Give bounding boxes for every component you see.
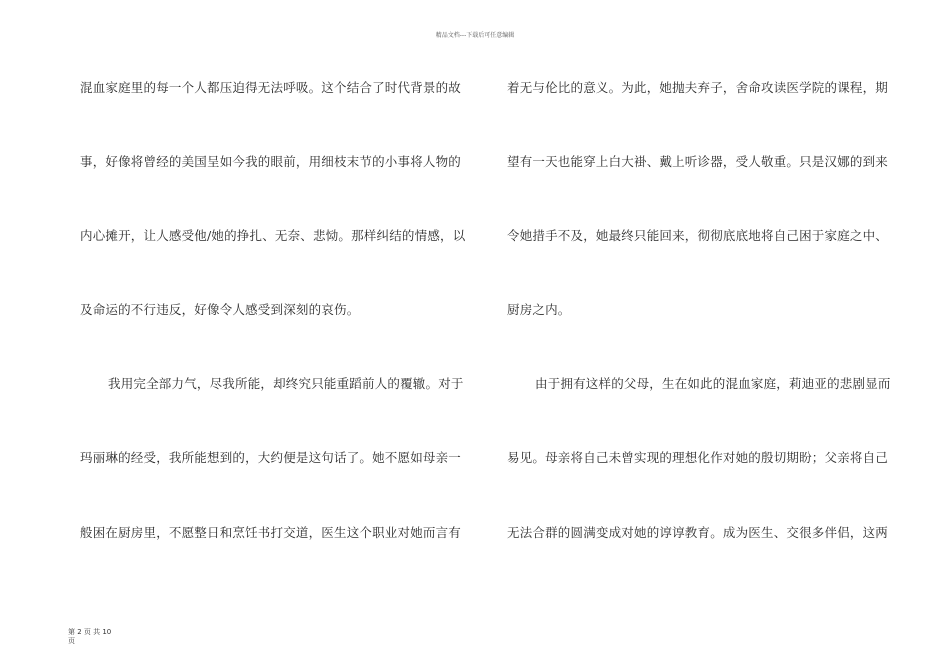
text-line: 混血家庭里的每一个人都压迫得无法呼吸。这个结合了时代背景的故 [80,80,462,95]
text-line: 内心摊开，让人感受他/她的挣扎、无奈、悲恸。那样纠结的情感，以 [80,228,466,243]
text-line: 玛丽琳的经受，我所能想到的，大约便是这句话了。她不愿如母亲一 [80,450,462,465]
page-number [68,628,118,646]
text-line: 及命运的不行违反，好像令人感受到深刻的哀伤。 [80,302,360,317]
text-line: 无法合群的圆满变成对她的谆谆教育。成为医生、交很多伴侣，这两 [507,525,889,540]
text-line: 般困在厨房里，不愿整日和烹饪书打交道，医生这个职业对她而言有 [80,525,462,540]
text-line: 厨房之内。 [507,302,571,317]
paragraph-first-line: 我用完全部力气，尽我所能，却终究只能重蹈前人的覆辙。对于 [108,376,464,391]
text-line: 事，好像将曾经的美国呈如今我的眼前，用细枝末节的小事将人物的 [80,154,462,169]
page-number-line: 第 2 页 共 10 [68,628,112,636]
text-line: 令她措手不及，她最终只能回来，彻彻底底地将自己困于家庭之中、 [507,228,889,243]
text-line: 望有一天也能穿上白大褂、戴上听诊器，受人敬重。只是汉娜的到来 [507,154,889,169]
text-line: 易见。母亲将自己未曾实现的理想化作对她的殷切期盼；父亲将自己 [507,450,889,465]
page-number-line: 页 [68,637,75,645]
page-header: 精品文档---下载后可任意编辑 [435,32,515,39]
paragraph-first-line: 由于拥有这样的父母，生在如此的混血家庭，莉迪亚的悲剧显而 [535,376,891,391]
text-line: 着无与伦比的意义。为此，她抛夫弃子，舍命攻读医学院的课程，期 [507,80,889,95]
